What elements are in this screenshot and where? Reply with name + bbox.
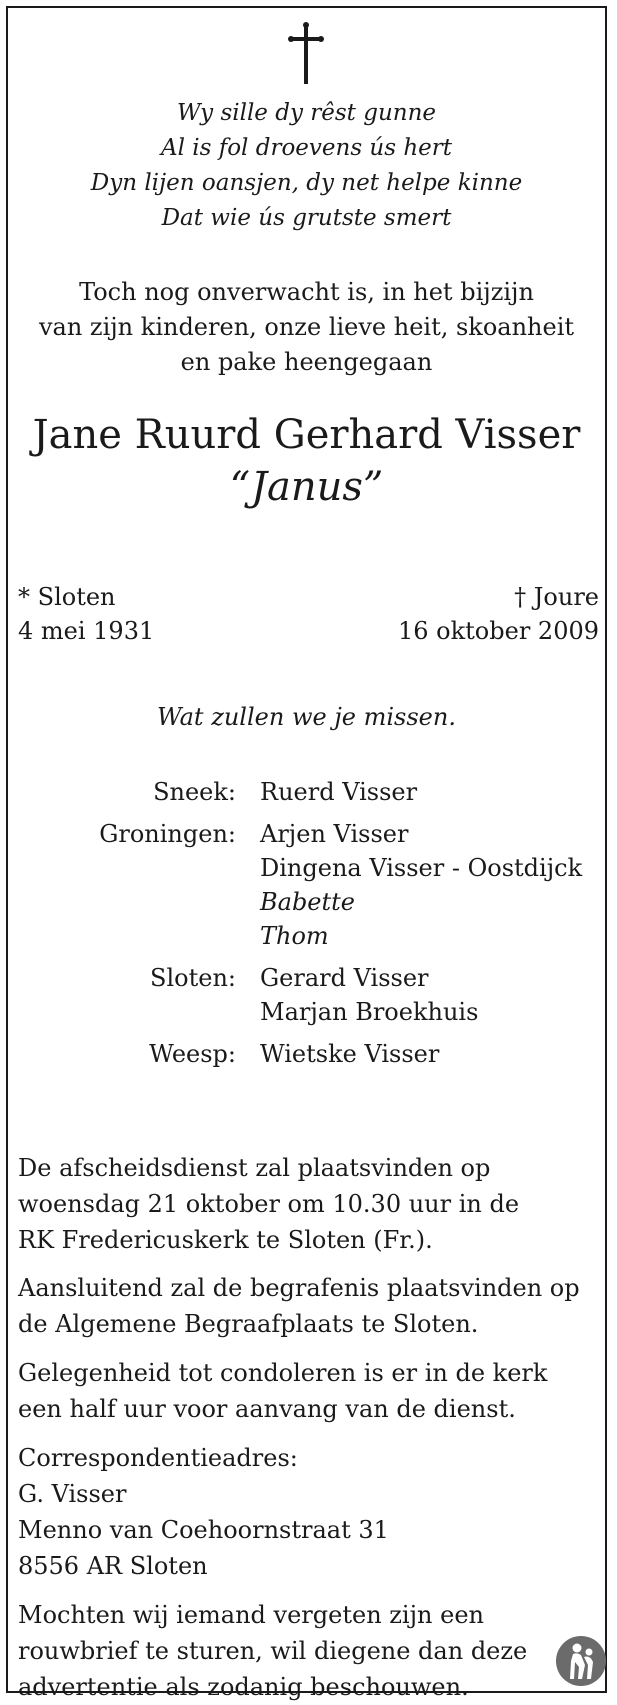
family-member: Ruerd Visser [260,778,418,806]
condolence-paragraph [18,1355,608,1427]
family-member: Thom [260,922,329,950]
intro-line: en pake heengegaan [180,348,433,376]
closing-line: rouwbrief te sturen, wil diegene dan deze [18,1637,528,1665]
service-line: De afscheidsdienst zal plaatsvinden op [18,1154,491,1182]
address-line: Menno van Coehoornstraat 31 [18,1516,389,1544]
correspondence-address [18,1440,608,1584]
missen-line: Wat zullen we je missen. [157,703,456,731]
family-member: Dingena Visser - Oostdijck [260,854,583,882]
poem-line: Dat wie ús grutste smert [161,205,452,231]
deceased-nickname: “Janus” [229,464,384,510]
death-info [398,580,599,648]
family-row [0,1037,613,1071]
family-names [260,1037,439,1071]
family-member: Wietske Visser [260,1040,440,1068]
family-row [0,961,613,1029]
burial-line: de Algemene Begraafplaats te Sloten. [18,1310,479,1338]
latin-cross-icon [287,22,325,86]
address-line: Correspondentieadres: [18,1444,298,1472]
family-member: Arjen Visser [260,820,409,848]
family-row [0,775,613,809]
service-line: RK Fredericuskerk te Sloten (Fr.). [18,1226,433,1254]
family-place: Sneek: [153,778,236,806]
family-place: Groningen: [99,820,236,848]
death-place: † Joure [514,583,599,611]
service-line: woensdag 21 oktober om 10.30 uur in de [18,1190,520,1218]
family-member: Gerard Visser [260,964,429,992]
birth-date: 4 mei 1931 [18,617,155,645]
family-place: Sloten: [150,964,236,992]
deceased-name: Jane Ruurd Gerhard Visser [32,412,581,458]
closing-line: Mochten wij iemand vergeten zijn een [18,1601,484,1629]
poem-line: Al is fol droevens ús hert [160,135,453,161]
address-line: G. Visser [18,1480,127,1508]
family-place: Weesp: [149,1040,236,1068]
intro-text [0,275,613,380]
death-date: 16 oktober 2009 [398,617,599,645]
poem-line: Wy sille dy rêst gunne [177,100,436,126]
poem-line: Dyn lijen oansjen, dy net helpe kinne [90,170,523,196]
intro-line: van zijn kinderen, onze lieve heit, skoanheit [38,313,575,341]
family-member: Marjan Broekhuis [260,998,479,1026]
family-list [0,775,613,1071]
closing-paragraph [18,1597,608,1705]
poem [0,96,613,236]
mourning-figure-logo-icon [555,1635,607,1687]
burial-line: Aansluitend zal de begrafenis plaatsvinden op [18,1274,580,1302]
family-names [260,775,417,809]
address-line: 8556 AR Sloten [18,1552,208,1580]
birth-place: * Sloten [18,583,116,611]
condolence-line: Gelegenheid tot condoleren is er in de kerk [18,1359,548,1387]
condolence-line: een half uur voor aanvang van de dienst. [18,1395,516,1423]
family-names [260,961,478,1029]
family-member: Babette [260,888,356,916]
burial-paragraph [18,1270,608,1342]
birth-info [18,580,154,648]
family-row [0,817,613,953]
intro-line: Toch nog onverwacht is, in het bijzijn [79,278,534,306]
service-paragraph [18,1150,608,1258]
family-names [260,817,582,953]
closing-line: advertentie als zodanig beschouwen. [18,1673,469,1701]
